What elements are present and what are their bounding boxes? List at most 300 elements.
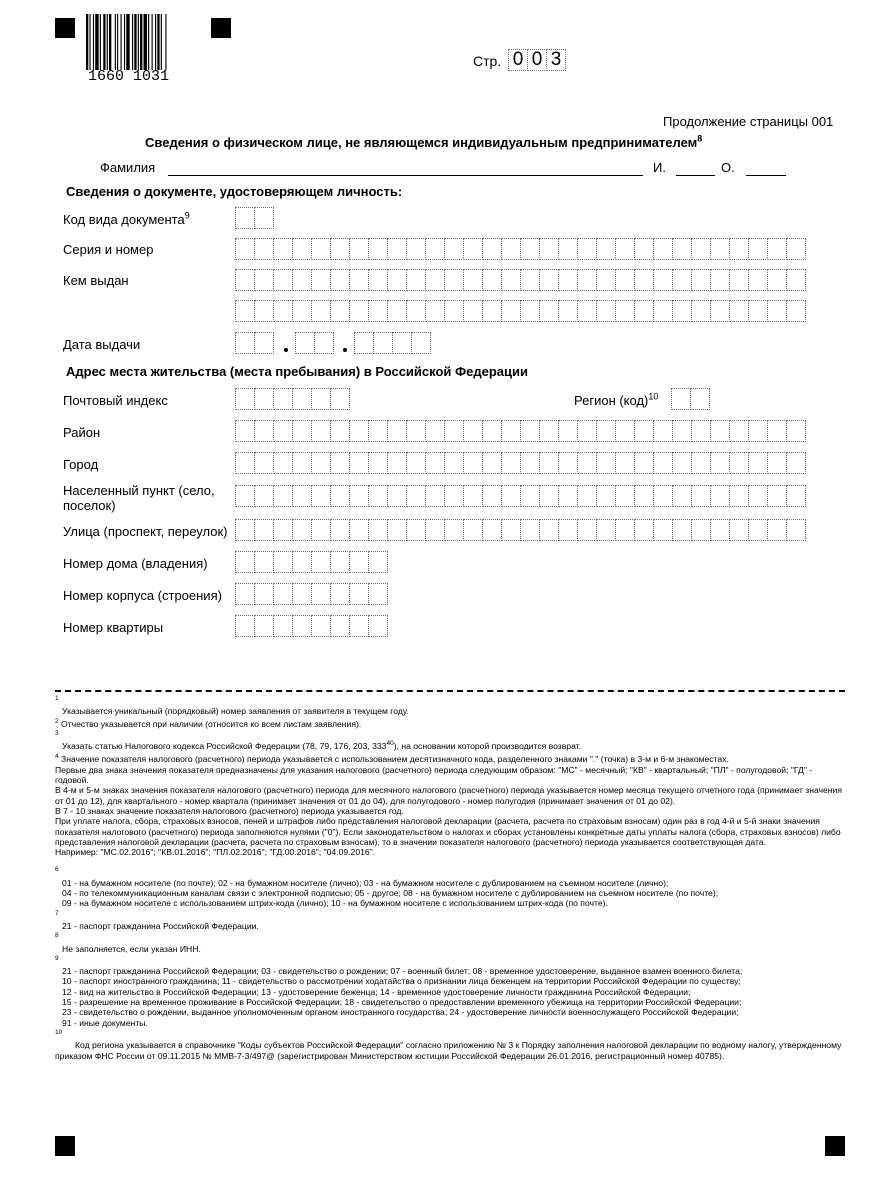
entry-cell[interactable] <box>786 519 806 541</box>
entry-cell[interactable] <box>748 519 768 541</box>
entry-cell[interactable] <box>444 300 464 322</box>
entry-cell[interactable] <box>273 420 293 442</box>
entry-cell[interactable] <box>520 452 540 474</box>
entry-cell[interactable] <box>729 485 749 507</box>
issue-date-year-cells[interactable] <box>354 332 430 354</box>
entry-cell[interactable] <box>463 300 483 322</box>
entry-cell[interactable] <box>387 452 407 474</box>
entry-cell[interactable] <box>387 485 407 507</box>
entry-cell[interactable] <box>311 485 331 507</box>
entry-cell[interactable] <box>368 238 388 260</box>
barcode-number: 1660 1031 <box>88 68 170 85</box>
entry-cell[interactable] <box>295 332 315 354</box>
entry-cell[interactable] <box>729 452 749 474</box>
entry-cell[interactable] <box>254 551 274 573</box>
entry-cell[interactable] <box>235 583 255 605</box>
entry-cell[interactable] <box>273 485 293 507</box>
entry-cell[interactable] <box>406 519 426 541</box>
entry-cell[interactable] <box>368 485 388 507</box>
city-cells[interactable] <box>235 452 805 474</box>
entry-cell[interactable] <box>235 207 255 229</box>
entry-cell[interactable] <box>387 238 407 260</box>
entry-cell[interactable] <box>520 238 540 260</box>
entry-cell[interactable] <box>786 452 806 474</box>
entry-cell[interactable] <box>577 269 597 291</box>
entry-cell[interactable] <box>482 485 502 507</box>
entry-cell[interactable] <box>387 269 407 291</box>
city-label: Город <box>63 457 99 472</box>
entry-cell[interactable] <box>653 452 673 474</box>
footnote-10-text: Код региона указывается в справочнике "Коды субъектов Российской Федерации" согласно приложению № 3 к Порядку заполнения налоговой декларации по водному налогу, утвержденному приказом ФНС России от 09.11.2015 № ММВ-7-3/497@ (зарегистрирован Министерством юстиции Российской Федерации 26.01.2016, регистрационный номер 40785). <box>55 1040 842 1061</box>
street-cells[interactable] <box>235 519 805 541</box>
entry-cell[interactable] <box>729 269 749 291</box>
entry-cell[interactable] <box>615 238 635 260</box>
entry-cell[interactable] <box>501 452 521 474</box>
entry-cell[interactable] <box>425 238 445 260</box>
region-footnote: 10 <box>648 391 659 402</box>
entry-cell[interactable] <box>311 583 331 605</box>
entry-cell[interactable] <box>615 452 635 474</box>
house-label: Номер дома (владения) <box>63 556 208 571</box>
entry-cell[interactable] <box>254 519 274 541</box>
entry-cell[interactable] <box>596 238 616 260</box>
entry-cell[interactable] <box>520 485 540 507</box>
entry-cell[interactable] <box>330 388 350 410</box>
entry-cell[interactable] <box>444 269 464 291</box>
entry-cell[interactable] <box>314 332 334 354</box>
entry-cell[interactable] <box>577 452 597 474</box>
entry-cell[interactable] <box>501 269 521 291</box>
footnote-9-line-6: 91 - иные документы. <box>62 1017 148 1028</box>
entry-cell[interactable] <box>520 269 540 291</box>
entry-cell[interactable] <box>463 420 483 442</box>
entry-cell[interactable] <box>406 420 426 442</box>
entry-cell[interactable] <box>653 238 673 260</box>
entry-cell[interactable] <box>748 238 768 260</box>
surname-label: Фамилия <box>100 160 156 175</box>
entry-cell[interactable] <box>406 452 426 474</box>
entry-cell[interactable] <box>634 269 654 291</box>
entry-cell[interactable] <box>273 615 293 637</box>
entry-cell[interactable] <box>349 452 369 474</box>
entry-cell[interactable] <box>368 420 388 442</box>
entry-cell[interactable] <box>406 300 426 322</box>
entry-cell[interactable] <box>273 388 293 410</box>
entry-cell[interactable] <box>311 420 331 442</box>
entry-cell[interactable] <box>292 388 312 410</box>
entry-cell[interactable] <box>330 238 350 260</box>
entry-cell[interactable] <box>501 519 521 541</box>
entry-cell[interactable] <box>672 269 692 291</box>
entry-cell[interactable] <box>577 485 597 507</box>
entry-cell[interactable] <box>311 615 331 637</box>
entry-cell[interactable] <box>235 615 255 637</box>
entry-cell[interactable] <box>349 485 369 507</box>
entry-cell[interactable] <box>634 485 654 507</box>
entry-cell[interactable] <box>539 238 559 260</box>
entry-cell[interactable] <box>368 269 388 291</box>
entry-cell[interactable] <box>748 452 768 474</box>
entry-cell[interactable] <box>330 300 350 322</box>
entry-cell[interactable] <box>729 300 749 322</box>
entry-cell[interactable] <box>368 583 388 605</box>
footnote-1: 1 <box>55 695 59 703</box>
entry-cell[interactable] <box>444 420 464 442</box>
entry-cell[interactable] <box>710 485 730 507</box>
entry-cell[interactable] <box>235 238 255 260</box>
entry-cell[interactable] <box>444 485 464 507</box>
entry-cell[interactable] <box>368 300 388 322</box>
entry-cell[interactable] <box>577 300 597 322</box>
entry-cell[interactable] <box>406 269 426 291</box>
entry-cell[interactable] <box>748 485 768 507</box>
entry-cell[interactable] <box>330 269 350 291</box>
barcode-bar <box>100 14 101 70</box>
entry-cell[interactable] <box>392 332 412 354</box>
entry-cell[interactable] <box>273 238 293 260</box>
entry-cell[interactable] <box>368 519 388 541</box>
entry-cell[interactable] <box>767 238 787 260</box>
entry-cell[interactable] <box>501 300 521 322</box>
entry-cell[interactable] <box>425 420 445 442</box>
entry-cell[interactable] <box>482 269 502 291</box>
entry-cell[interactable] <box>330 615 350 637</box>
entry-cell[interactable] <box>786 238 806 260</box>
entry-cell[interactable] <box>349 238 369 260</box>
entry-cell[interactable] <box>235 551 255 573</box>
entry-cell[interactable] <box>311 300 331 322</box>
entry-cell[interactable] <box>596 485 616 507</box>
entry-cell[interactable] <box>254 300 274 322</box>
footnote-8-text: Не заполняется, если указан ИНН. <box>62 943 201 954</box>
entry-cell[interactable] <box>254 615 274 637</box>
entry-cell[interactable] <box>292 615 312 637</box>
district-cells[interactable] <box>235 420 805 442</box>
entry-cell[interactable] <box>634 452 654 474</box>
region-label <box>574 393 658 408</box>
entry-cell[interactable] <box>311 452 331 474</box>
entry-cell[interactable] <box>539 452 559 474</box>
entry-cell[interactable] <box>330 420 350 442</box>
entry-cell[interactable] <box>710 452 730 474</box>
entry-cell[interactable] <box>292 452 312 474</box>
entry-cell[interactable] <box>653 300 673 322</box>
entry-cell[interactable] <box>273 269 293 291</box>
entry-cell[interactable] <box>387 300 407 322</box>
entry-cell[interactable] <box>748 300 768 322</box>
barcode-bar <box>165 14 166 70</box>
entry-cell[interactable] <box>615 300 635 322</box>
entry-cell[interactable] <box>634 300 654 322</box>
entry-cell[interactable] <box>273 300 293 322</box>
entry-cell[interactable] <box>311 519 331 541</box>
entry-cell[interactable] <box>235 485 255 507</box>
entry-cell[interactable] <box>767 519 787 541</box>
region-text: Регион (код) <box>574 393 649 408</box>
entry-cell[interactable] <box>767 300 787 322</box>
entry-cell[interactable] <box>690 388 710 410</box>
footnotes <box>55 696 845 1061</box>
entry-cell[interactable] <box>482 238 502 260</box>
entry-cell[interactable] <box>786 485 806 507</box>
entry-cell[interactable] <box>501 238 521 260</box>
entry-cell[interactable] <box>558 452 578 474</box>
entry-cell[interactable] <box>653 420 673 442</box>
entry-cell[interactable] <box>558 519 578 541</box>
entry-cell[interactable] <box>349 583 369 605</box>
page-digit-2: 0 <box>527 49 547 71</box>
entry-cell[interactable] <box>596 420 616 442</box>
issued-by-cells-row-1[interactable] <box>235 269 805 291</box>
entry-cell[interactable] <box>292 519 312 541</box>
entry-cell[interactable] <box>710 238 730 260</box>
entry-cell[interactable] <box>748 269 768 291</box>
entry-cell[interactable] <box>539 269 559 291</box>
entry-cell[interactable] <box>672 519 692 541</box>
entry-cell[interactable] <box>634 420 654 442</box>
entry-cell[interactable] <box>254 420 274 442</box>
entry-cell[interactable] <box>558 420 578 442</box>
entry-cell[interactable] <box>292 485 312 507</box>
entry-cell[interactable] <box>767 269 787 291</box>
issued-by-cells-row-2[interactable] <box>235 300 805 322</box>
entry-cell[interactable] <box>691 420 711 442</box>
series-number-label: Серия и номер <box>63 242 154 257</box>
entry-cell[interactable] <box>330 485 350 507</box>
entry-cell[interactable] <box>368 551 388 573</box>
entry-cell[interactable] <box>425 269 445 291</box>
entry-cell[interactable] <box>406 238 426 260</box>
entry-cell[interactable] <box>292 300 312 322</box>
footnote-9-line-5: 23 - свидетельство о рождении, выданное уполномоченным органом иностранного государства; 24 - удостоверение личности военнослужащего Российской Федерации; <box>62 1007 739 1018</box>
entry-cell[interactable] <box>710 420 730 442</box>
apartment-label: Номер квартиры <box>63 620 164 635</box>
entry-cell[interactable] <box>653 269 673 291</box>
entry-cell[interactable] <box>691 519 711 541</box>
entry-cell[interactable] <box>634 238 654 260</box>
entry-cell[interactable] <box>463 238 483 260</box>
entry-cell[interactable] <box>463 519 483 541</box>
entry-cell[interactable] <box>311 238 331 260</box>
entry-cell[interactable] <box>482 300 502 322</box>
entry-cell[interactable] <box>254 452 274 474</box>
entry-cell[interactable] <box>330 551 350 573</box>
entry-cell[interactable] <box>349 551 369 573</box>
entry-cell[interactable] <box>411 332 431 354</box>
entry-cell[interactable] <box>406 485 426 507</box>
entry-cell[interactable] <box>577 420 597 442</box>
entry-cell[interactable] <box>254 332 274 354</box>
entry-cell[interactable] <box>254 238 274 260</box>
issue-date-day-cells[interactable] <box>235 332 273 354</box>
entry-cell[interactable] <box>615 269 635 291</box>
entry-cell[interactable] <box>596 300 616 322</box>
entry-cell[interactable] <box>273 452 293 474</box>
entry-cell[interactable] <box>311 551 331 573</box>
entry-cell[interactable] <box>691 452 711 474</box>
entry-cell[interactable] <box>767 420 787 442</box>
entry-cell[interactable] <box>539 300 559 322</box>
entry-cell[interactable] <box>539 485 559 507</box>
entry-cell[interactable] <box>235 388 255 410</box>
entry-cell[interactable] <box>520 420 540 442</box>
entry-cell[interactable] <box>254 388 274 410</box>
barcode-bar <box>89 14 90 70</box>
entry-cell[interactable] <box>710 269 730 291</box>
entry-cell[interactable] <box>786 269 806 291</box>
entry-cell[interactable] <box>672 452 692 474</box>
page-digit-1: 0 <box>508 49 528 71</box>
entry-cell[interactable] <box>615 420 635 442</box>
house-cells[interactable] <box>235 551 387 573</box>
entry-cell[interactable] <box>691 300 711 322</box>
issue-date-month-cells[interactable] <box>295 332 333 354</box>
entry-cell[interactable] <box>254 207 274 229</box>
entry-cell[interactable] <box>368 615 388 637</box>
entry-cell[interactable] <box>672 238 692 260</box>
entry-cell[interactable] <box>425 519 445 541</box>
entry-cell[interactable] <box>311 388 331 410</box>
entry-cell[interactable] <box>387 519 407 541</box>
entry-cell[interactable] <box>349 615 369 637</box>
entry-cell[interactable] <box>463 485 483 507</box>
entry-cell[interactable] <box>596 269 616 291</box>
entry-cell[interactable] <box>767 452 787 474</box>
surname-field[interactable] <box>168 175 643 176</box>
entry-cell[interactable] <box>767 485 787 507</box>
entry-cell[interactable] <box>425 485 445 507</box>
barcode-bar <box>124 14 125 70</box>
entry-cell[interactable] <box>672 485 692 507</box>
corner-marker-top-right <box>211 18 231 38</box>
entry-cell[interactable] <box>273 583 293 605</box>
entry-cell[interactable] <box>373 332 393 354</box>
entry-cell[interactable] <box>254 269 274 291</box>
entry-cell[interactable] <box>691 269 711 291</box>
apartment-cells[interactable] <box>235 615 387 637</box>
entry-cell[interactable] <box>349 300 369 322</box>
entry-cell[interactable] <box>330 583 350 605</box>
entry-cell[interactable] <box>729 238 749 260</box>
barcode-bar <box>132 14 133 70</box>
entry-cell[interactable] <box>501 420 521 442</box>
entry-cell[interactable] <box>558 238 578 260</box>
entry-cell[interactable] <box>710 519 730 541</box>
barcode-bar <box>138 14 139 70</box>
entry-cell[interactable] <box>482 519 502 541</box>
doc-code-cells[interactable] <box>235 207 273 229</box>
footnote-3: 3 <box>55 730 59 738</box>
entry-cell[interactable] <box>235 269 255 291</box>
entry-cell[interactable] <box>482 420 502 442</box>
entry-cell[interactable] <box>596 519 616 541</box>
settlement-cells[interactable] <box>235 485 805 507</box>
entry-cell[interactable] <box>558 300 578 322</box>
entry-cell[interactable] <box>672 300 692 322</box>
entry-cell[interactable] <box>368 452 388 474</box>
entry-cell[interactable] <box>615 485 635 507</box>
entry-cell[interactable] <box>330 452 350 474</box>
entry-cell[interactable] <box>235 300 255 322</box>
entry-cell[interactable] <box>349 420 369 442</box>
entry-cell[interactable] <box>463 269 483 291</box>
entry-cell[interactable] <box>710 300 730 322</box>
initial-o-label: О. <box>721 160 735 175</box>
entry-cell[interactable] <box>349 519 369 541</box>
entry-cell[interactable] <box>311 269 331 291</box>
entry-cell[interactable] <box>577 238 597 260</box>
postal-index-cells[interactable] <box>235 388 349 410</box>
entry-cell[interactable] <box>425 300 445 322</box>
entry-cell[interactable] <box>539 420 559 442</box>
entry-cell[interactable] <box>349 269 369 291</box>
entry-cell[interactable] <box>672 420 692 442</box>
entry-cell[interactable] <box>444 519 464 541</box>
entry-cell[interactable] <box>729 519 749 541</box>
entry-cell[interactable] <box>292 551 312 573</box>
entry-cell[interactable] <box>444 238 464 260</box>
entry-cell[interactable] <box>273 551 293 573</box>
entry-cell[interactable] <box>520 300 540 322</box>
entry-cell[interactable] <box>482 452 502 474</box>
entry-cell[interactable] <box>444 452 464 474</box>
building-cells[interactable] <box>235 583 387 605</box>
entry-cell[interactable] <box>292 583 312 605</box>
entry-cell[interactable] <box>653 519 673 541</box>
entry-cell[interactable] <box>671 388 691 410</box>
entry-cell[interactable] <box>520 519 540 541</box>
entry-cell[interactable] <box>615 519 635 541</box>
entry-cell[interactable] <box>748 420 768 442</box>
footnote-4-line-2: Первые два знака значения показателя предназначены для указания налогового (расчетного) периода следующим образом: "МС" - месячный; "КВ" - квартальный; "ПЛ" - полугодовой; "ГД" - годовой. <box>55 764 813 786</box>
entry-cell[interactable] <box>254 485 274 507</box>
entry-cell[interactable] <box>235 420 255 442</box>
entry-cell[interactable] <box>292 269 312 291</box>
entry-cell[interactable] <box>634 519 654 541</box>
initial-o-field[interactable] <box>746 175 786 176</box>
entry-cell[interactable] <box>577 519 597 541</box>
entry-cell[interactable] <box>387 420 407 442</box>
entry-cell[interactable] <box>539 519 559 541</box>
entry-cell[interactable] <box>596 452 616 474</box>
initial-i-field[interactable] <box>676 175 715 176</box>
entry-cell[interactable] <box>235 452 255 474</box>
entry-cell[interactable] <box>292 238 312 260</box>
series-number-cells[interactable] <box>235 238 805 260</box>
entry-cell[interactable] <box>558 485 578 507</box>
entry-cell[interactable] <box>786 300 806 322</box>
entry-cell[interactable] <box>463 452 483 474</box>
entry-cell[interactable] <box>729 420 749 442</box>
entry-cell[interactable] <box>235 519 255 541</box>
entry-cell[interactable] <box>273 519 293 541</box>
entry-cell[interactable] <box>235 332 255 354</box>
entry-cell[interactable] <box>653 485 673 507</box>
barcode-bar <box>134 14 136 70</box>
entry-cell[interactable] <box>691 485 711 507</box>
entry-cell[interactable] <box>786 420 806 442</box>
entry-cell[interactable] <box>354 332 374 354</box>
section-title-footnote: 8 <box>697 133 703 144</box>
region-cells[interactable] <box>671 388 709 410</box>
entry-cell[interactable] <box>558 269 578 291</box>
entry-cell[interactable] <box>501 485 521 507</box>
entry-cell[interactable] <box>292 420 312 442</box>
entry-cell[interactable] <box>691 238 711 260</box>
entry-cell[interactable] <box>425 452 445 474</box>
entry-cell[interactable] <box>254 583 274 605</box>
entry-cell[interactable] <box>330 519 350 541</box>
